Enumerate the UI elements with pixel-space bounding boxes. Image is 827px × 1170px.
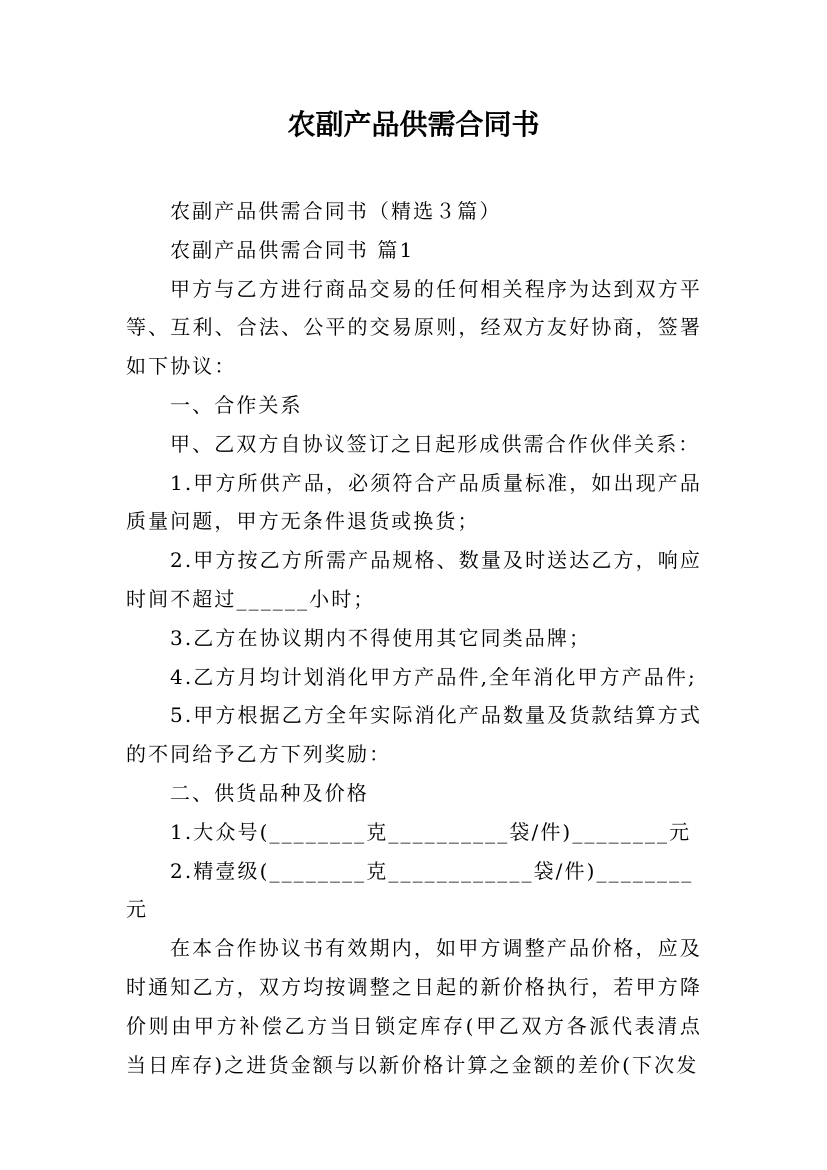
paragraph-clause-5: 5.甲方根据乙方全年实际消化产品数量及货款结算方式的不同给予乙方下列奖励： bbox=[126, 703, 702, 767]
paragraph-clause-1: 1.甲方所供产品，必须符合产品质量标准，如出现产品质量问题，甲方无条件退货或换货； bbox=[126, 470, 702, 534]
paragraph-heading-cooperation: 一、合作关系 bbox=[170, 392, 303, 417]
document-title: 农副产品供需合同书 bbox=[287, 108, 540, 141]
paragraph-clause-3: 3.乙方在协议期内不得使用其它同类品牌； bbox=[170, 625, 592, 650]
document-body bbox=[126, 192, 702, 1084]
paragraph-partnership: 甲、乙双方自协议签订之日起形成供需合作伙伴关系： bbox=[170, 431, 701, 456]
paragraph-price-adjustment: 在本合作协议书有效期内，如甲方调整产品价格，应及时通知乙方，双方均按调整之日起的新价格执行，若甲方降价则由甲方补偿乙方当日锁定库存(甲乙双方各派代表清点当日库存)之进货金额与以新价格计算之金额的差价(下次发 bbox=[126, 936, 702, 1077]
paragraph-price-item-1: 1.大众号(________克__________袋/件)________元 bbox=[170, 819, 692, 844]
paragraph-section-heading: 农副产品供需合同书 篇1 bbox=[170, 237, 415, 262]
paragraph-clause-2: 2.甲方按乙方所需产品规格、数量及时送达乙方，响应时间不超过______小时； bbox=[126, 548, 702, 611]
paragraph-clause-4: 4.乙方月均计划消化甲方产品件,全年消化甲方产品件; bbox=[170, 664, 697, 689]
paragraph-intro: 甲方与乙方进行商品交易的任何相关程序为达到双方平等、互利、合法、公平的交易原则，经双方友好协商，签署如下协议： bbox=[126, 276, 702, 379]
paragraph-heading-supply: 二、供货品种及价格 bbox=[170, 780, 369, 805]
paragraph-price-item-2: 2.精壹级(________克____________袋/件)________元 bbox=[126, 858, 694, 922]
paragraph-subtitle: 农副产品供需合同书（精选３篇） bbox=[170, 199, 502, 223]
